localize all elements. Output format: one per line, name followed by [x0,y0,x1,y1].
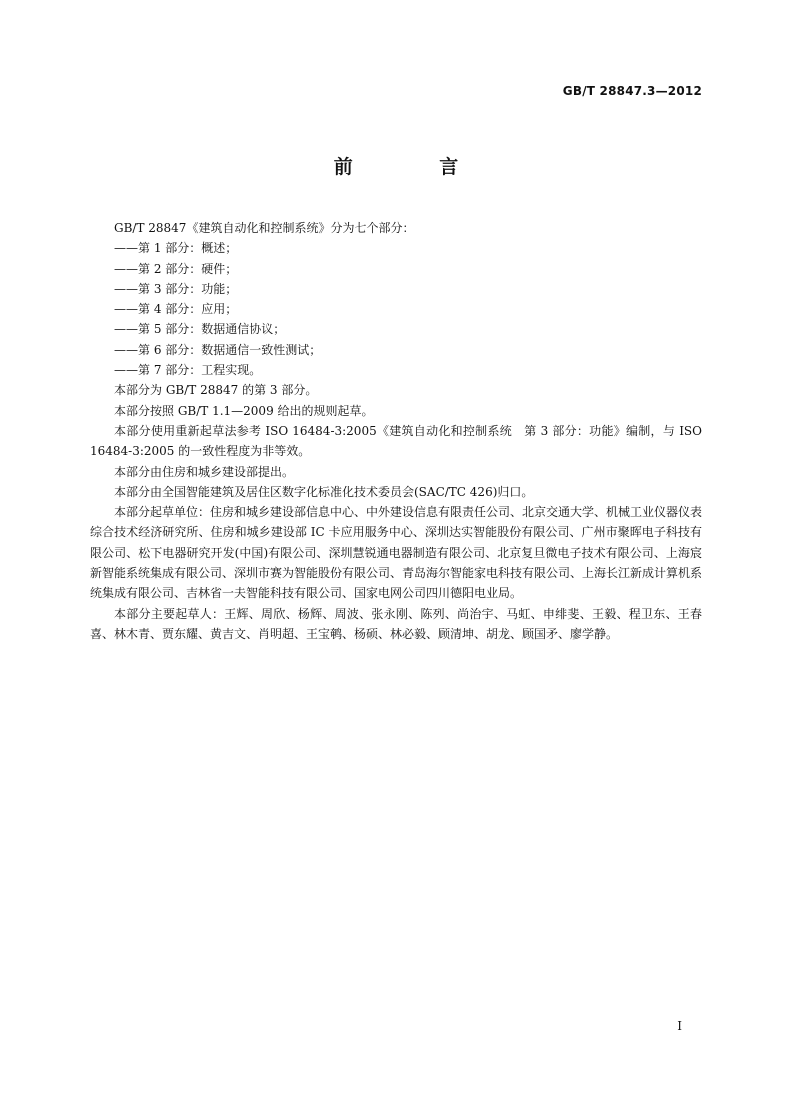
page-title: 前 言 [333,156,499,178]
part-list-item: ——第 2 部分：硬件； [114,261,238,276]
part-list-item: ——第 6 部分：数据通信一致性测试； [114,342,322,357]
part-list-item: ——第 3 部分：功能； [114,281,238,296]
part-number-paragraph: 本部分为 GB/T 28847 的第 3 部分。 [114,383,318,398]
page-number: I [677,1019,682,1033]
iso-reference-paragraph: 本部分使用重新起草法参考 ISO 16484-3:2005《建筑自动化和控制系统 第 3 部分：功能》编制，与 ISO 16484-3:2005 的一致性程度为非等效。 [90,423,702,459]
part-list-item: ——第 1 部分：概述； [114,241,238,256]
intro-paragraph: GB/T 28847《建筑自动化和控制系统》分为七个部分： [114,221,415,235]
proposed-by-paragraph: 本部分由住房和城乡建设部提出。 [114,464,295,479]
drafters-paragraph: 本部分主要起草人：王辉、周欣、杨辉、周波、张永刚、陈列、尚治宇、马虹、申绯斐、王毅、程卫东、王春喜、林木青、贾东耀、黄吉文、肖明超、王宝鹌、杨硕、林必毅、顾清坤、胡龙、顾国矛、廖学静。 [90,606,702,641]
drafting-rules-paragraph: 本部分按照 GB/T 1.1—2009 给出的规则起草。 [114,403,374,418]
part-list-item: ——第 4 部分：应用； [114,302,238,317]
standard-number: GB/T 28847.3—2012 [562,84,702,98]
drafting-units-paragraph: 本部分起草单位：住房和城乡建设部信息中心、中外建设信息有限责任公司、北京交通大学、机械工业仪器仪表综合技术经济研究所、住房和城乡建设部 IC 卡应用服务中心、深圳达实智能股份有限公司、广州市聚晖电子科技有限公司、松下电器研究开发(中国)有限公司、深圳慧锐通电器制造有限公司、北京复旦微电子技术有限公司、上海宸新智能系统集成有限公司、深圳市赛为智能股份有限公司、青岛海尔智能家电科技有限公司、上海长江新成计算机系统集成有限公司、吉林省一夫智能科技有限公司、国家电网公司四川德阳电业局。 [90,505,703,601]
part-list-item: ——第 5 部分：数据通信协议； [114,322,286,337]
centralized-by-paragraph: 本部分由全国智能建筑及居住区数字化标准化技术委员会(SAC/TC 426)归口。 [114,484,534,499]
foreword-body [90,218,702,644]
part-list-item: ——第 7 部分：工程实现。 [114,363,262,378]
